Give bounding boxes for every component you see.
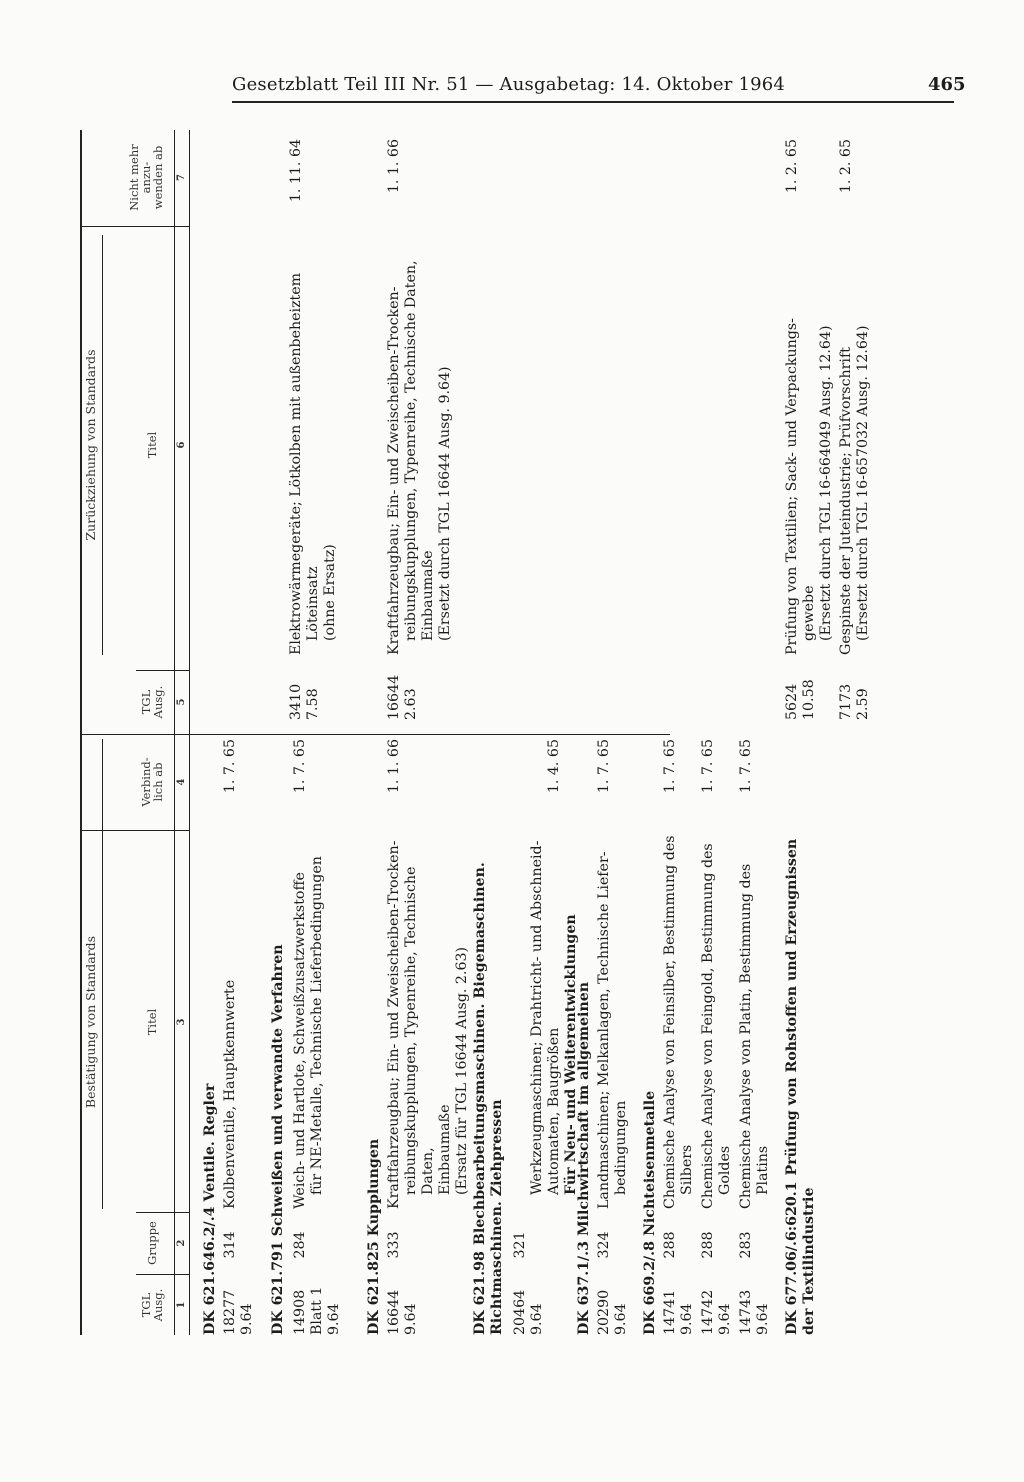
titel-right: Elektrowärmegeräte; Lötkolben mit außenbeheiztem Löteinsatz (ohne Ersatz) bbox=[288, 272, 338, 655]
col-head-verbindlich: Verbind- lich ab bbox=[139, 757, 165, 807]
table-row bbox=[596, 130, 636, 1335]
verbindlich-ab: 1. 4. 65 bbox=[546, 739, 562, 794]
table-top-rule bbox=[80, 130, 82, 1335]
gruppe: 324 bbox=[596, 1231, 612, 1259]
group-right-rule bbox=[102, 235, 103, 655]
section-title: Prüfung von Rohstoffen und Erzeugnissen der Textilindustrie bbox=[784, 838, 817, 1335]
tgl-ausg-right: 5624 10.58 bbox=[784, 679, 817, 720]
tgl-ausg-right: 7173 2.59 bbox=[838, 683, 871, 720]
table-row bbox=[386, 130, 470, 1335]
titel: Kraftfahrzeugbau; Ein- und Zweischeiben-Trocken- reibungskupplungen, Typenreihe, Technische Daten, Einbaumaße (Ersatz für TGL 16644 Ausg. 2.63) bbox=[386, 840, 470, 1209]
titel: Kolbenventile, Hauptkennwerte bbox=[222, 979, 238, 1209]
middle-divider bbox=[80, 734, 670, 735]
nicht-mehr-ab: 1. 2. 65 bbox=[784, 139, 800, 194]
dk-code: DK 669.2/.8 bbox=[642, 1241, 658, 1335]
titel-right: Kraftfahrzeugbau; Ein- und Zweischeiben-Trocken- reibungskupplungen, Typenreihe, Technische Daten, Einbaumaße (Ersetzt durch TGL 16644 Ausg. 9.64) bbox=[386, 260, 453, 655]
gruppe: 333 bbox=[386, 1231, 402, 1259]
section-heading bbox=[642, 1091, 659, 1335]
col-number: 7 bbox=[176, 174, 187, 181]
dk-code: DK 621.646.2/.4 bbox=[202, 1206, 218, 1335]
verbindlich-ab: 1. 7. 65 bbox=[700, 739, 716, 794]
titel bbox=[512, 821, 580, 1209]
section-heading bbox=[270, 944, 287, 1335]
col-divider-3 bbox=[80, 830, 189, 831]
col-head-titel: Titel bbox=[145, 1008, 159, 1036]
tgl-ausg: 14741 9.64 bbox=[662, 1289, 695, 1335]
section-heading bbox=[366, 1139, 383, 1335]
section-title: Kupplungen bbox=[366, 1138, 382, 1237]
titel: Weich- und Hartlote, Schweißzusatzwerkstoffe für NE-Metalle, Technische Lieferbedingungen bbox=[292, 856, 325, 1209]
verbindlich-ab: 1. 7. 65 bbox=[596, 739, 612, 794]
section-title: Milchwirtschaft im allgemeinen bbox=[576, 981, 592, 1237]
col-head-tgl-right: TGL Ausg. bbox=[139, 685, 165, 719]
tgl-ausg: 14908 Blatt 1 9.64 bbox=[292, 1286, 342, 1335]
dk-code: DK 621.98 bbox=[472, 1251, 488, 1335]
col-head-titel-right: Titel bbox=[145, 431, 159, 459]
header-bottom-rule bbox=[189, 130, 190, 1335]
col-head-nicht-mehr: Nicht mehr anzu- wenden ab bbox=[127, 144, 165, 211]
dk-code: DK 621.791 bbox=[270, 1241, 286, 1335]
section-title: Ventile. Regler bbox=[202, 1083, 218, 1202]
table-row bbox=[784, 130, 836, 1335]
dk-code: DK 637.1/.3 bbox=[576, 1241, 592, 1335]
group-left-label: Bestätigung von Standards bbox=[83, 935, 98, 1109]
nicht-mehr-ab: 1. 1. 66 bbox=[386, 139, 402, 194]
titel: Chemische Analyse von Platin, Bestimmung des Platins bbox=[738, 863, 771, 1209]
table-row bbox=[512, 130, 579, 1335]
verbindlich-ab: 1. 7. 65 bbox=[738, 739, 754, 794]
tgl-ausg: 18277 9.64 bbox=[222, 1289, 255, 1335]
nicht-mehr-ab: 1. 2. 65 bbox=[838, 139, 854, 194]
group-right-label: Zurückziehung von Standards bbox=[83, 349, 98, 541]
section-heading bbox=[576, 982, 593, 1335]
verbindlich-ab: 1. 1. 66 bbox=[386, 739, 402, 794]
col-divider-6 bbox=[80, 226, 189, 227]
header-title: Gesetzblatt Teil III Nr. 51 — Ausgabetag: 14. Oktober 1964 bbox=[232, 74, 786, 95]
section-heading bbox=[202, 1084, 219, 1335]
section-title: Nichteisenmetalle bbox=[642, 1090, 658, 1237]
col-number: 5 bbox=[176, 698, 187, 706]
nicht-mehr-ab: 1. 11. 64 bbox=[288, 139, 304, 203]
tgl-ausg: 14743 9.64 bbox=[738, 1289, 771, 1335]
page-number: 465 bbox=[928, 74, 966, 95]
gruppe: 283 bbox=[738, 1231, 754, 1259]
titel: Landmaschinen; Melkanlagen, Technische Liefer- bedingungen bbox=[596, 851, 629, 1209]
col-number: 3 bbox=[176, 1018, 187, 1026]
gruppe: 288 bbox=[662, 1231, 678, 1259]
col-number: 1 bbox=[176, 1301, 187, 1309]
table-row bbox=[288, 130, 356, 1335]
dk-code: DK 677.06/.6:620.1 bbox=[784, 1181, 800, 1335]
tgl-ausg: 14742 9.64 bbox=[700, 1289, 733, 1335]
table-row bbox=[700, 130, 736, 1335]
gruppe: 321 bbox=[512, 1231, 528, 1259]
dk-code: DK 621.825 bbox=[366, 1241, 382, 1335]
tgl-ausg: 16644 9.64 bbox=[386, 1289, 419, 1335]
titel: Chemische Analyse von Feingold, Bestimmung des Goldes bbox=[700, 843, 733, 1209]
verbindlich-ab: 1. 7. 65 bbox=[292, 739, 308, 794]
col-number: 6 bbox=[176, 441, 187, 449]
titel-right: Prüfung von Textilien; Sack- und Verpackungs- gewebe (Ersetzt durch TGL 16-664049 Ausg. 12.64) bbox=[784, 318, 834, 655]
table-row bbox=[738, 130, 774, 1335]
group-left-rule bbox=[102, 739, 103, 1209]
table-row bbox=[838, 130, 878, 1335]
table-row bbox=[662, 130, 698, 1335]
standards-table bbox=[80, 130, 890, 1335]
titel: Chemische Analyse von Feinsilber, Bestimmung des Silbers bbox=[662, 835, 695, 1209]
col-head-tgl: TGL Ausg. bbox=[139, 1288, 165, 1322]
tgl-ausg-right: 16644 2.63 bbox=[386, 674, 419, 720]
col-number: 4 bbox=[176, 778, 187, 786]
verbindlich-ab: 1. 7. 65 bbox=[222, 739, 238, 794]
titel-note: Für Neu- und Weiterentwicklungen bbox=[563, 914, 579, 1195]
col-head-gruppe: Gruppe bbox=[145, 1221, 159, 1265]
header-rule bbox=[232, 101, 954, 103]
gruppe: 288 bbox=[700, 1231, 716, 1259]
table-row bbox=[222, 130, 262, 1335]
titel-text: Werkzeugmaschinen; Drahtricht- und Abschneid- Automaten, Baugrößen bbox=[529, 840, 562, 1195]
section-heading bbox=[472, 835, 506, 1335]
col-number: 2 bbox=[176, 1239, 187, 1247]
tgl-ausg-right: 3410 7.58 bbox=[288, 683, 321, 720]
section-title: Schweißen und verwandte Verfahren bbox=[270, 944, 286, 1237]
verbindlich-ab: 1. 7. 65 bbox=[662, 739, 678, 794]
section-title: Blechbearbeitungsmaschinen. Biegemaschinen. Richtmaschinen. Ziehpressen bbox=[472, 862, 505, 1335]
gruppe: 284 bbox=[292, 1231, 308, 1259]
column-number-rule bbox=[174, 130, 175, 1335]
tgl-ausg: 20464 9.64 bbox=[512, 1289, 545, 1335]
titel-right: Gespinste der Juteindustrie; Prüfvorschrift (Ersetzt durch TGL 16-657032 Ausg. 12.64) bbox=[838, 325, 871, 655]
tgl-ausg: 20290 9.64 bbox=[596, 1289, 629, 1335]
gruppe: 314 bbox=[222, 1231, 238, 1259]
